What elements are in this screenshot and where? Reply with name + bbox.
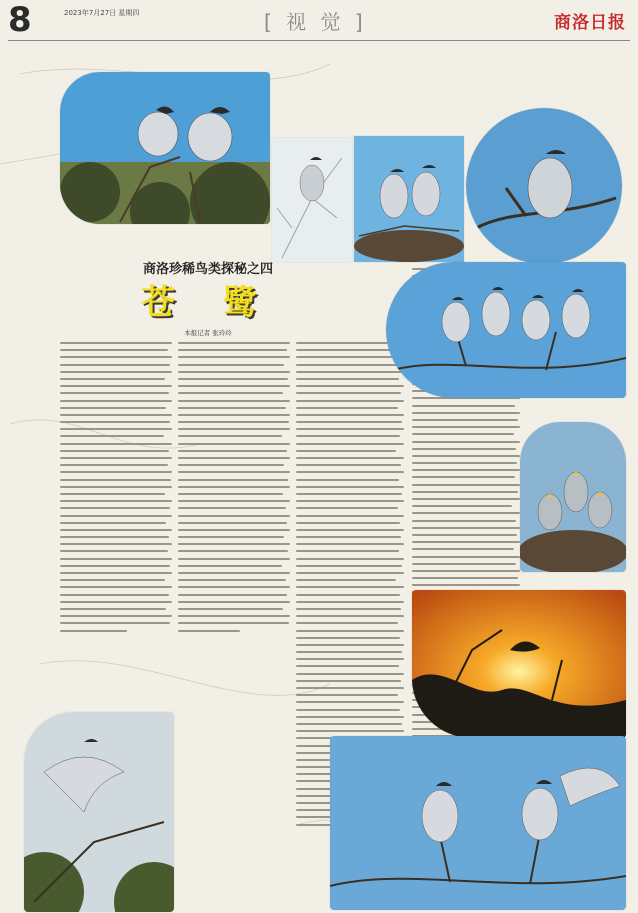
- section-label: [ 视 觉 ]: [264, 10, 367, 34]
- photo-herons-tree: [60, 72, 270, 224]
- page-header: [0, 0, 638, 44]
- photo-heron-sunset: [412, 590, 626, 738]
- photo-herons-spread: [24, 712, 174, 912]
- photo-heron-nest: [354, 136, 464, 262]
- series-heading: 商洛珍稀鸟类探秘之四: [142, 262, 273, 277]
- article-byline: 本报记者 张玲玲: [184, 329, 232, 337]
- header-rule: [8, 40, 630, 41]
- photo-herons-pair: [330, 736, 626, 910]
- masthead-logo: 商洛日报: [554, 13, 626, 33]
- text-column-2: [178, 342, 290, 637]
- page-number: 8: [8, 0, 32, 40]
- issue-date: 2023年7月27日 星期四: [64, 9, 140, 17]
- article-title: 苍 鹭: [141, 283, 275, 323]
- photo-heron-chicks: [520, 422, 626, 572]
- photo-herons-perched: [272, 138, 352, 262]
- text-column-1: [60, 342, 172, 637]
- photo-heron-branch: [466, 108, 622, 264]
- photo-heron-colony: [386, 262, 626, 398]
